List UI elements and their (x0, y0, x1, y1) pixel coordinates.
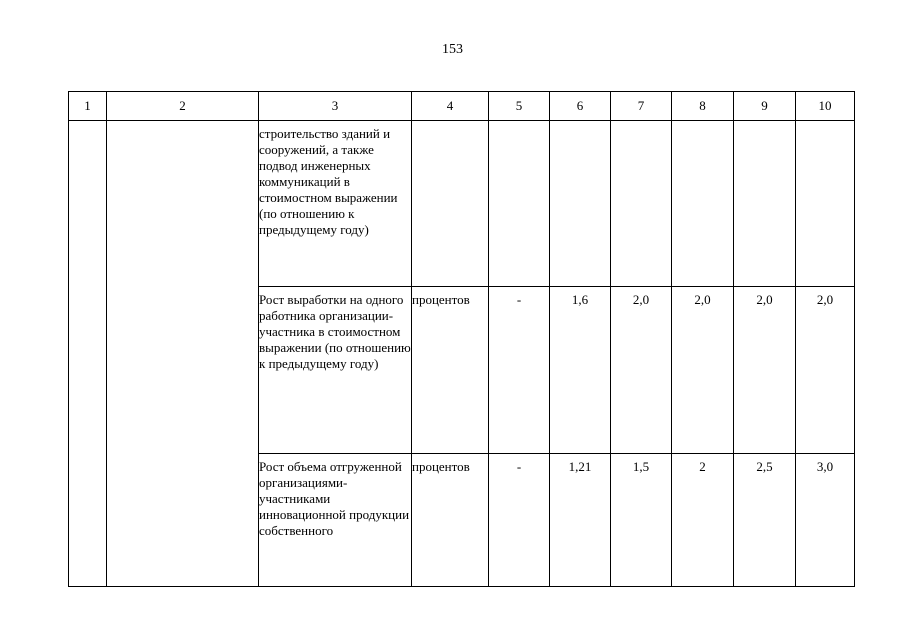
value-cell: - (489, 287, 550, 454)
table-row (69, 121, 855, 287)
value-cell: 2,0 (734, 287, 796, 454)
value-cell: 2 (672, 454, 734, 587)
value-cell: 3,0 (796, 454, 855, 587)
value-cell: 2,0 (611, 287, 672, 454)
value-cell: 1,5 (611, 454, 672, 587)
value-cell (672, 121, 734, 287)
column-header: 8 (672, 92, 734, 121)
table-header-row (69, 92, 855, 121)
unit-cell: процентов (412, 454, 489, 587)
column-header: 7 (611, 92, 672, 121)
value-cell: 2,0 (672, 287, 734, 454)
column-header: 4 (412, 92, 489, 121)
unit-cell (412, 121, 489, 287)
value-cell: 2,5 (734, 454, 796, 587)
value-cell: - (489, 454, 550, 587)
column-header: 1 (69, 92, 107, 121)
value-cell (796, 121, 855, 287)
merged-name-cell (107, 121, 259, 587)
value-cell: 2,0 (796, 287, 855, 454)
column-header: 5 (489, 92, 550, 121)
merged-number-cell (69, 121, 107, 587)
value-cell (489, 121, 550, 287)
column-header: 3 (259, 92, 412, 121)
unit-cell: процентов (412, 287, 489, 454)
value-cell (611, 121, 672, 287)
column-header: 10 (796, 92, 855, 121)
column-header: 2 (107, 92, 259, 121)
indicator-cell: Рост выработки на одного работника организации-участника в стоимостном выражении (по отношению к предыдущему году) (259, 287, 412, 454)
value-cell: 1,21 (550, 454, 611, 587)
value-cell (550, 121, 611, 287)
column-header: 9 (734, 92, 796, 121)
page-number: 153 (442, 42, 463, 57)
indicator-cell: строительство зданий и сооружений, а также подвод инженерных коммуникаций в стоимостном выражении (по отношению к предыдущему году) (259, 121, 412, 287)
value-cell: 1,6 (550, 287, 611, 454)
value-cell (734, 121, 796, 287)
data-table (68, 91, 855, 587)
indicator-cell: Рост объема отгруженной организациями-участниками инновационной продукции собственного (259, 454, 412, 587)
column-header: 6 (550, 92, 611, 121)
